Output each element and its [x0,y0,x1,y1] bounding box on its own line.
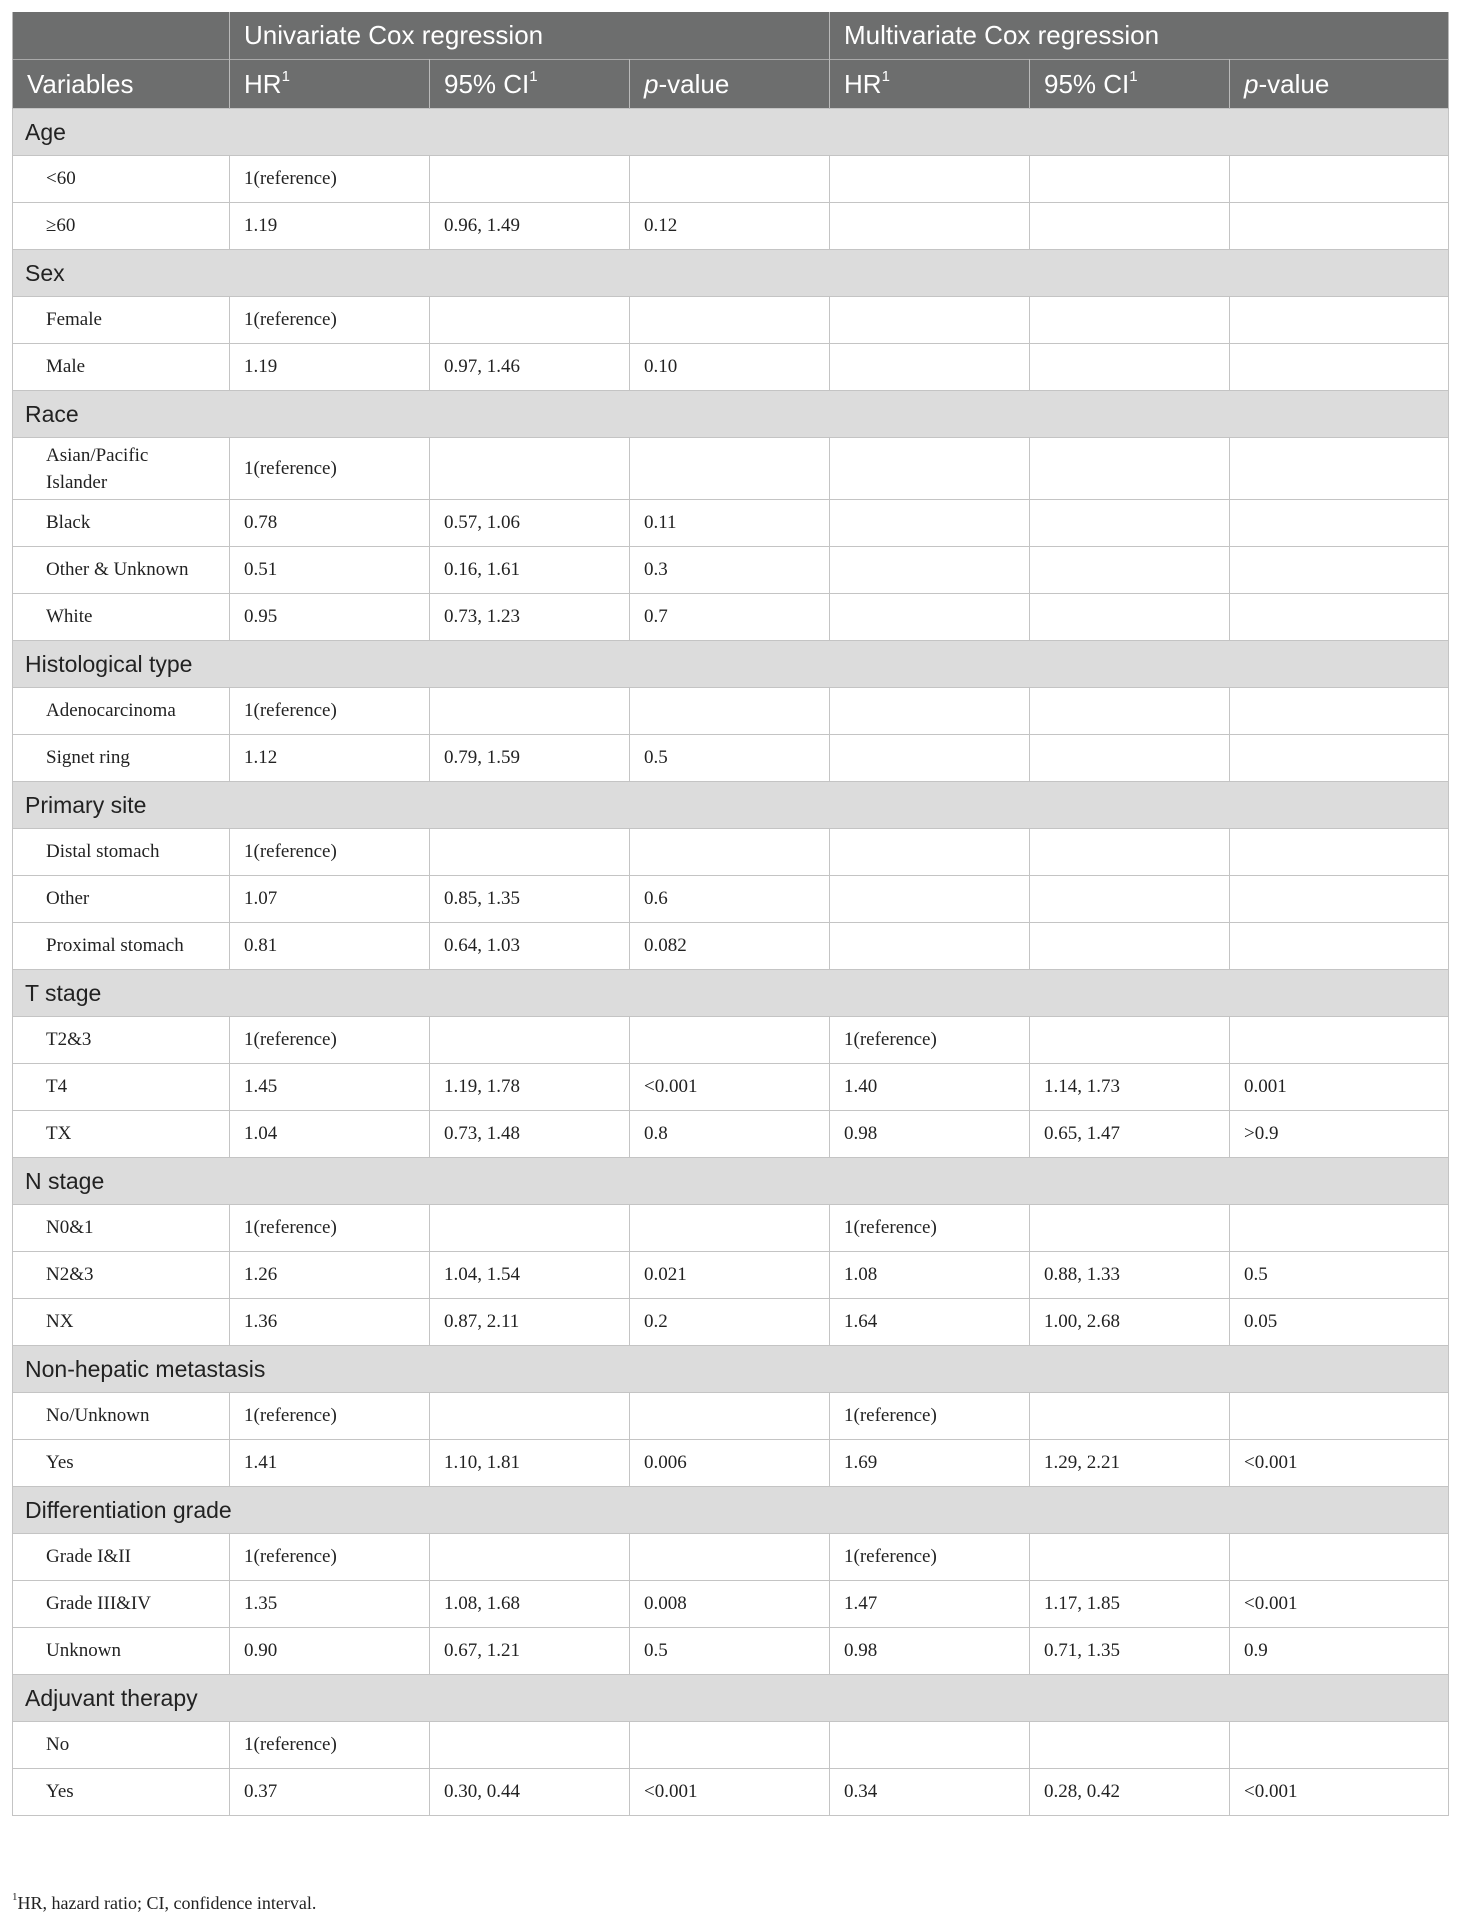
multi-p-cell: 0.05 [1230,1299,1449,1346]
variable-label-cell: Adenocarcinoma [13,688,230,735]
variable-label-cell: Asian/Pacific Islander [13,438,230,500]
section-title: Adjuvant therapy [13,1675,1449,1722]
uni-ci-cell: 0.73, 1.48 [430,1111,630,1158]
header-group-row [13,12,1449,60]
variable-label-cell: Black [13,500,230,547]
variable-label-cell: T2&3 [13,1017,230,1064]
multi-p-cell [1230,297,1449,344]
table-row [13,500,1449,547]
variable-label-cell: Yes [13,1769,230,1816]
multi-ci-cell [1030,203,1230,250]
table-row [13,1252,1449,1299]
uni-p-cell: 0.12 [630,203,830,250]
variable-label-cell: N2&3 [13,1252,230,1299]
table-row [13,1299,1449,1346]
uni-hr-cell: 0.78 [230,500,430,547]
variable-label-cell: N0&1 [13,1205,230,1252]
section-title: Histological type [13,641,1449,688]
uni-hr-cell: 1(reference) [230,1017,430,1064]
multi-ci-cell [1030,344,1230,391]
multi-p-cell: 0.001 [1230,1064,1449,1111]
table-header [13,12,1449,109]
uni-hr-cell: 1.26 [230,1252,430,1299]
section-header-row [13,1487,1449,1534]
section-title: Primary site [13,782,1449,829]
uni-ci-cell [430,1722,630,1769]
uni-p-cell [630,688,830,735]
cox-regression-table [12,12,1449,1816]
table-row [13,829,1449,876]
uni-ci-cell: 0.96, 1.49 [430,203,630,250]
section-header-row [13,970,1449,1017]
multi-ci-cell [1030,829,1230,876]
footnote-marker: 1 [881,67,890,85]
section-title: Differentiation grade [13,1487,1449,1534]
table-row [13,1393,1449,1440]
col-uni-p [630,60,830,109]
section-header-row [13,109,1449,156]
section-header-row [13,782,1449,829]
multi-hr-cell: 0.98 [830,1111,1030,1158]
footnote-marker: 1 [529,67,538,85]
multi-p-cell [1230,1393,1449,1440]
uni-ci-cell: 1.04, 1.54 [430,1252,630,1299]
variable-label-cell: Yes [13,1440,230,1487]
col-uni-ci-label: 95% CI [444,68,530,99]
uni-p-cell [630,438,830,500]
section-header-row [13,1675,1449,1722]
uni-hr-cell: 1.19 [230,344,430,391]
multi-hr-cell [830,594,1030,641]
uni-hr-cell: 1(reference) [230,829,430,876]
table-row [13,688,1449,735]
multi-p-cell: 0.5 [1230,1252,1449,1299]
multi-ci-cell [1030,297,1230,344]
header-multivariate: Multivariate Cox regression [830,12,1449,60]
uni-p-cell: 0.006 [630,1440,830,1487]
uni-hr-cell: 1(reference) [230,688,430,735]
section-title: N stage [13,1158,1449,1205]
variable-label-cell: ≥60 [13,203,230,250]
uni-hr-cell: 1.12 [230,735,430,782]
variable-label-cell: TX [13,1111,230,1158]
uni-hr-cell: 0.51 [230,547,430,594]
uni-hr-cell: 1(reference) [230,438,430,500]
col-multi-p-italic: p [1244,68,1259,99]
uni-hr-cell: 1.07 [230,876,430,923]
multi-p-cell: >0.9 [1230,1111,1449,1158]
cox-regression-table-container [12,12,1448,1816]
multi-ci-cell [1030,156,1230,203]
uni-hr-cell: 1.19 [230,203,430,250]
variable-label-cell: Grade I&II [13,1534,230,1581]
multi-hr-cell: 1(reference) [830,1017,1030,1064]
table-row [13,297,1449,344]
table-row [13,438,1449,500]
multi-hr-cell [830,344,1030,391]
uni-ci-cell [430,1534,630,1581]
multi-p-cell [1230,1722,1449,1769]
table-row [13,876,1449,923]
variable-label-cell: No [13,1722,230,1769]
multi-p-cell [1230,1017,1449,1064]
variable-label-cell: Other [13,876,230,923]
uni-ci-cell [430,438,630,500]
variable-label-cell: Other & Unknown [13,547,230,594]
table-row [13,1111,1449,1158]
col-uni-ci [430,60,630,109]
uni-p-cell [630,1722,830,1769]
uni-ci-cell: 0.57, 1.06 [430,500,630,547]
uni-p-cell: 0.6 [630,876,830,923]
uni-p-cell: 0.7 [630,594,830,641]
multi-hr-cell [830,156,1030,203]
variable-label-cell: White [13,594,230,641]
multi-hr-cell: 1.64 [830,1299,1030,1346]
uni-ci-cell [430,688,630,735]
multi-hr-cell: 1(reference) [830,1393,1030,1440]
table-row [13,735,1449,782]
multi-p-cell [1230,876,1449,923]
multi-hr-cell [830,297,1030,344]
table-row [13,1628,1449,1675]
header-univariate: Univariate Cox regression [230,12,830,60]
multi-ci-cell: 0.65, 1.47 [1030,1111,1230,1158]
multi-p-cell [1230,344,1449,391]
table-footnote [12,1893,316,1914]
uni-p-cell: 0.5 [630,735,830,782]
uni-hr-cell: 1.41 [230,1440,430,1487]
multi-p-cell [1230,500,1449,547]
multi-ci-cell: 0.88, 1.33 [1030,1252,1230,1299]
col-uni-hr [230,60,430,109]
uni-ci-cell: 0.30, 0.44 [430,1769,630,1816]
uni-p-cell: 0.3 [630,547,830,594]
multi-p-cell [1230,594,1449,641]
table-row [13,547,1449,594]
multi-hr-cell [830,829,1030,876]
uni-ci-cell: 1.10, 1.81 [430,1440,630,1487]
table-row [13,1581,1449,1628]
uni-p-cell [630,1393,830,1440]
multi-ci-cell [1030,594,1230,641]
uni-p-cell [630,829,830,876]
multi-p-cell: <0.001 [1230,1769,1449,1816]
uni-ci-cell [430,156,630,203]
section-header-row [13,1346,1449,1393]
multi-hr-cell: 1.69 [830,1440,1030,1487]
uni-ci-cell: 0.85, 1.35 [430,876,630,923]
multi-ci-cell [1030,1722,1230,1769]
col-multi-ci [1030,60,1230,109]
section-title: Age [13,109,1449,156]
table-row [13,1017,1449,1064]
multi-hr-cell: 0.98 [830,1628,1030,1675]
variable-label-cell: NX [13,1299,230,1346]
uni-ci-cell: 1.19, 1.78 [430,1064,630,1111]
multi-hr-cell [830,876,1030,923]
table-row [13,344,1449,391]
multi-ci-cell [1030,500,1230,547]
col-multi-hr-label: HR [844,68,882,99]
uni-p-cell: 0.021 [630,1252,830,1299]
section-header-row [13,641,1449,688]
multi-ci-cell [1030,688,1230,735]
uni-hr-cell: 1.36 [230,1299,430,1346]
uni-p-cell: 0.11 [630,500,830,547]
uni-hr-cell: 1(reference) [230,156,430,203]
multi-ci-cell: 1.14, 1.73 [1030,1064,1230,1111]
section-title: Non-hepatic metastasis [13,1346,1449,1393]
col-multi-hr [830,60,1030,109]
multi-ci-cell [1030,547,1230,594]
uni-p-cell [630,1534,830,1581]
variable-label-cell: Distal stomach [13,829,230,876]
multi-p-cell [1230,829,1449,876]
table-row [13,923,1449,970]
table-row [13,1064,1449,1111]
uni-p-cell: 0.2 [630,1299,830,1346]
table-row [13,156,1449,203]
multi-ci-cell: 1.00, 2.68 [1030,1299,1230,1346]
table-row [13,1722,1449,1769]
uni-hr-cell: 1(reference) [230,297,430,344]
multi-hr-cell: 1(reference) [830,1205,1030,1252]
uni-ci-cell [430,297,630,344]
table-row [13,1440,1449,1487]
multi-p-cell: <0.001 [1230,1581,1449,1628]
footnote-text: HR, hazard ratio; CI, confidence interval. [17,1893,317,1913]
section-title: Sex [13,250,1449,297]
variable-label-cell: Female [13,297,230,344]
multi-hr-cell: 1.47 [830,1581,1030,1628]
header-column-row [13,60,1449,109]
footnote-marker: 1 [12,1891,18,1903]
multi-p-cell [1230,1534,1449,1581]
variable-label-cell: Male [13,344,230,391]
multi-ci-cell [1030,1534,1230,1581]
section-title: Race [13,391,1449,438]
uni-hr-cell: 1(reference) [230,1722,430,1769]
col-variables [13,60,230,109]
multi-hr-cell: 1.08 [830,1252,1030,1299]
col-multi-p-rest: -value [1258,68,1330,99]
multi-ci-cell [1030,438,1230,500]
multi-hr-cell [830,438,1030,500]
uni-ci-cell: 0.97, 1.46 [430,344,630,391]
header-empty-cell [13,12,230,60]
section-header-row [13,1158,1449,1205]
footnote-marker: 1 [281,67,290,85]
multi-hr-cell [830,547,1030,594]
table-row [13,594,1449,641]
variable-label-cell: <60 [13,156,230,203]
table-row [13,1769,1449,1816]
uni-ci-cell [430,1393,630,1440]
uni-hr-cell: 1(reference) [230,1534,430,1581]
uni-hr-cell: 1.35 [230,1581,430,1628]
table-row [13,1534,1449,1581]
section-header-row [13,391,1449,438]
multi-ci-cell: 0.28, 0.42 [1030,1769,1230,1816]
uni-ci-cell [430,829,630,876]
uni-p-cell: 0.082 [630,923,830,970]
uni-p-cell: 0.5 [630,1628,830,1675]
multi-p-cell [1230,203,1449,250]
uni-p-cell: 0.10 [630,344,830,391]
multi-hr-cell: 1.40 [830,1064,1030,1111]
multi-ci-cell: 1.29, 2.21 [1030,1440,1230,1487]
uni-hr-cell: 1.04 [230,1111,430,1158]
col-variables-label: Variables [27,68,134,99]
uni-hr-cell: 0.37 [230,1769,430,1816]
uni-p-cell [630,297,830,344]
multi-ci-cell: 1.17, 1.85 [1030,1581,1230,1628]
uni-p-cell [630,1017,830,1064]
multi-ci-cell [1030,1393,1230,1440]
multi-p-cell [1230,547,1449,594]
multi-ci-cell [1030,735,1230,782]
multi-hr-cell [830,735,1030,782]
uni-hr-cell: 0.81 [230,923,430,970]
uni-p-cell: 0.008 [630,1581,830,1628]
uni-ci-cell: 1.08, 1.68 [430,1581,630,1628]
variable-label-cell: Proximal stomach [13,923,230,970]
multi-hr-cell: 0.34 [830,1769,1030,1816]
footnote-marker: 1 [1129,67,1138,85]
multi-p-cell [1230,438,1449,500]
variable-label-cell: No/Unknown [13,1393,230,1440]
col-uni-p-italic: p [644,68,659,99]
multi-p-cell [1230,688,1449,735]
uni-p-cell [630,156,830,203]
uni-ci-cell: 0.87, 2.11 [430,1299,630,1346]
uni-p-cell [630,1205,830,1252]
table-row [13,1205,1449,1252]
col-uni-p-rest: -value [658,68,730,99]
variable-label-cell: Grade III&IV [13,1581,230,1628]
uni-hr-cell: 0.90 [230,1628,430,1675]
table-row [13,203,1449,250]
uni-ci-cell: 0.64, 1.03 [430,923,630,970]
section-header-row [13,250,1449,297]
multi-ci-cell [1030,1205,1230,1252]
uni-hr-cell: 0.95 [230,594,430,641]
uni-hr-cell: 1(reference) [230,1393,430,1440]
uni-p-cell: <0.001 [630,1769,830,1816]
multi-hr-cell [830,688,1030,735]
col-multi-ci-label: 95% CI [1044,68,1130,99]
table-body [13,109,1449,1816]
uni-p-cell: <0.001 [630,1064,830,1111]
multi-hr-cell [830,203,1030,250]
col-multi-p [1230,60,1449,109]
variable-label-cell: Unknown [13,1628,230,1675]
variable-label-cell: Signet ring [13,735,230,782]
multi-p-cell [1230,156,1449,203]
multi-ci-cell: 0.71, 1.35 [1030,1628,1230,1675]
multi-ci-cell [1030,876,1230,923]
variable-label-cell: T4 [13,1064,230,1111]
uni-ci-cell [430,1017,630,1064]
uni-hr-cell: 1(reference) [230,1205,430,1252]
multi-hr-cell [830,500,1030,547]
multi-p-cell: 0.9 [1230,1628,1449,1675]
uni-ci-cell: 0.16, 1.61 [430,547,630,594]
uni-ci-cell: 0.73, 1.23 [430,594,630,641]
col-uni-hr-label: HR [244,68,282,99]
multi-p-cell [1230,735,1449,782]
uni-ci-cell: 0.79, 1.59 [430,735,630,782]
uni-ci-cell [430,1205,630,1252]
multi-hr-cell: 1(reference) [830,1534,1030,1581]
uni-hr-cell: 1.45 [230,1064,430,1111]
uni-ci-cell: 0.67, 1.21 [430,1628,630,1675]
multi-p-cell [1230,1205,1449,1252]
multi-p-cell: <0.001 [1230,1440,1449,1487]
multi-hr-cell [830,923,1030,970]
multi-ci-cell [1030,923,1230,970]
section-title: T stage [13,970,1449,1017]
multi-p-cell [1230,923,1449,970]
multi-hr-cell [830,1722,1030,1769]
multi-ci-cell [1030,1017,1230,1064]
uni-p-cell: 0.8 [630,1111,830,1158]
